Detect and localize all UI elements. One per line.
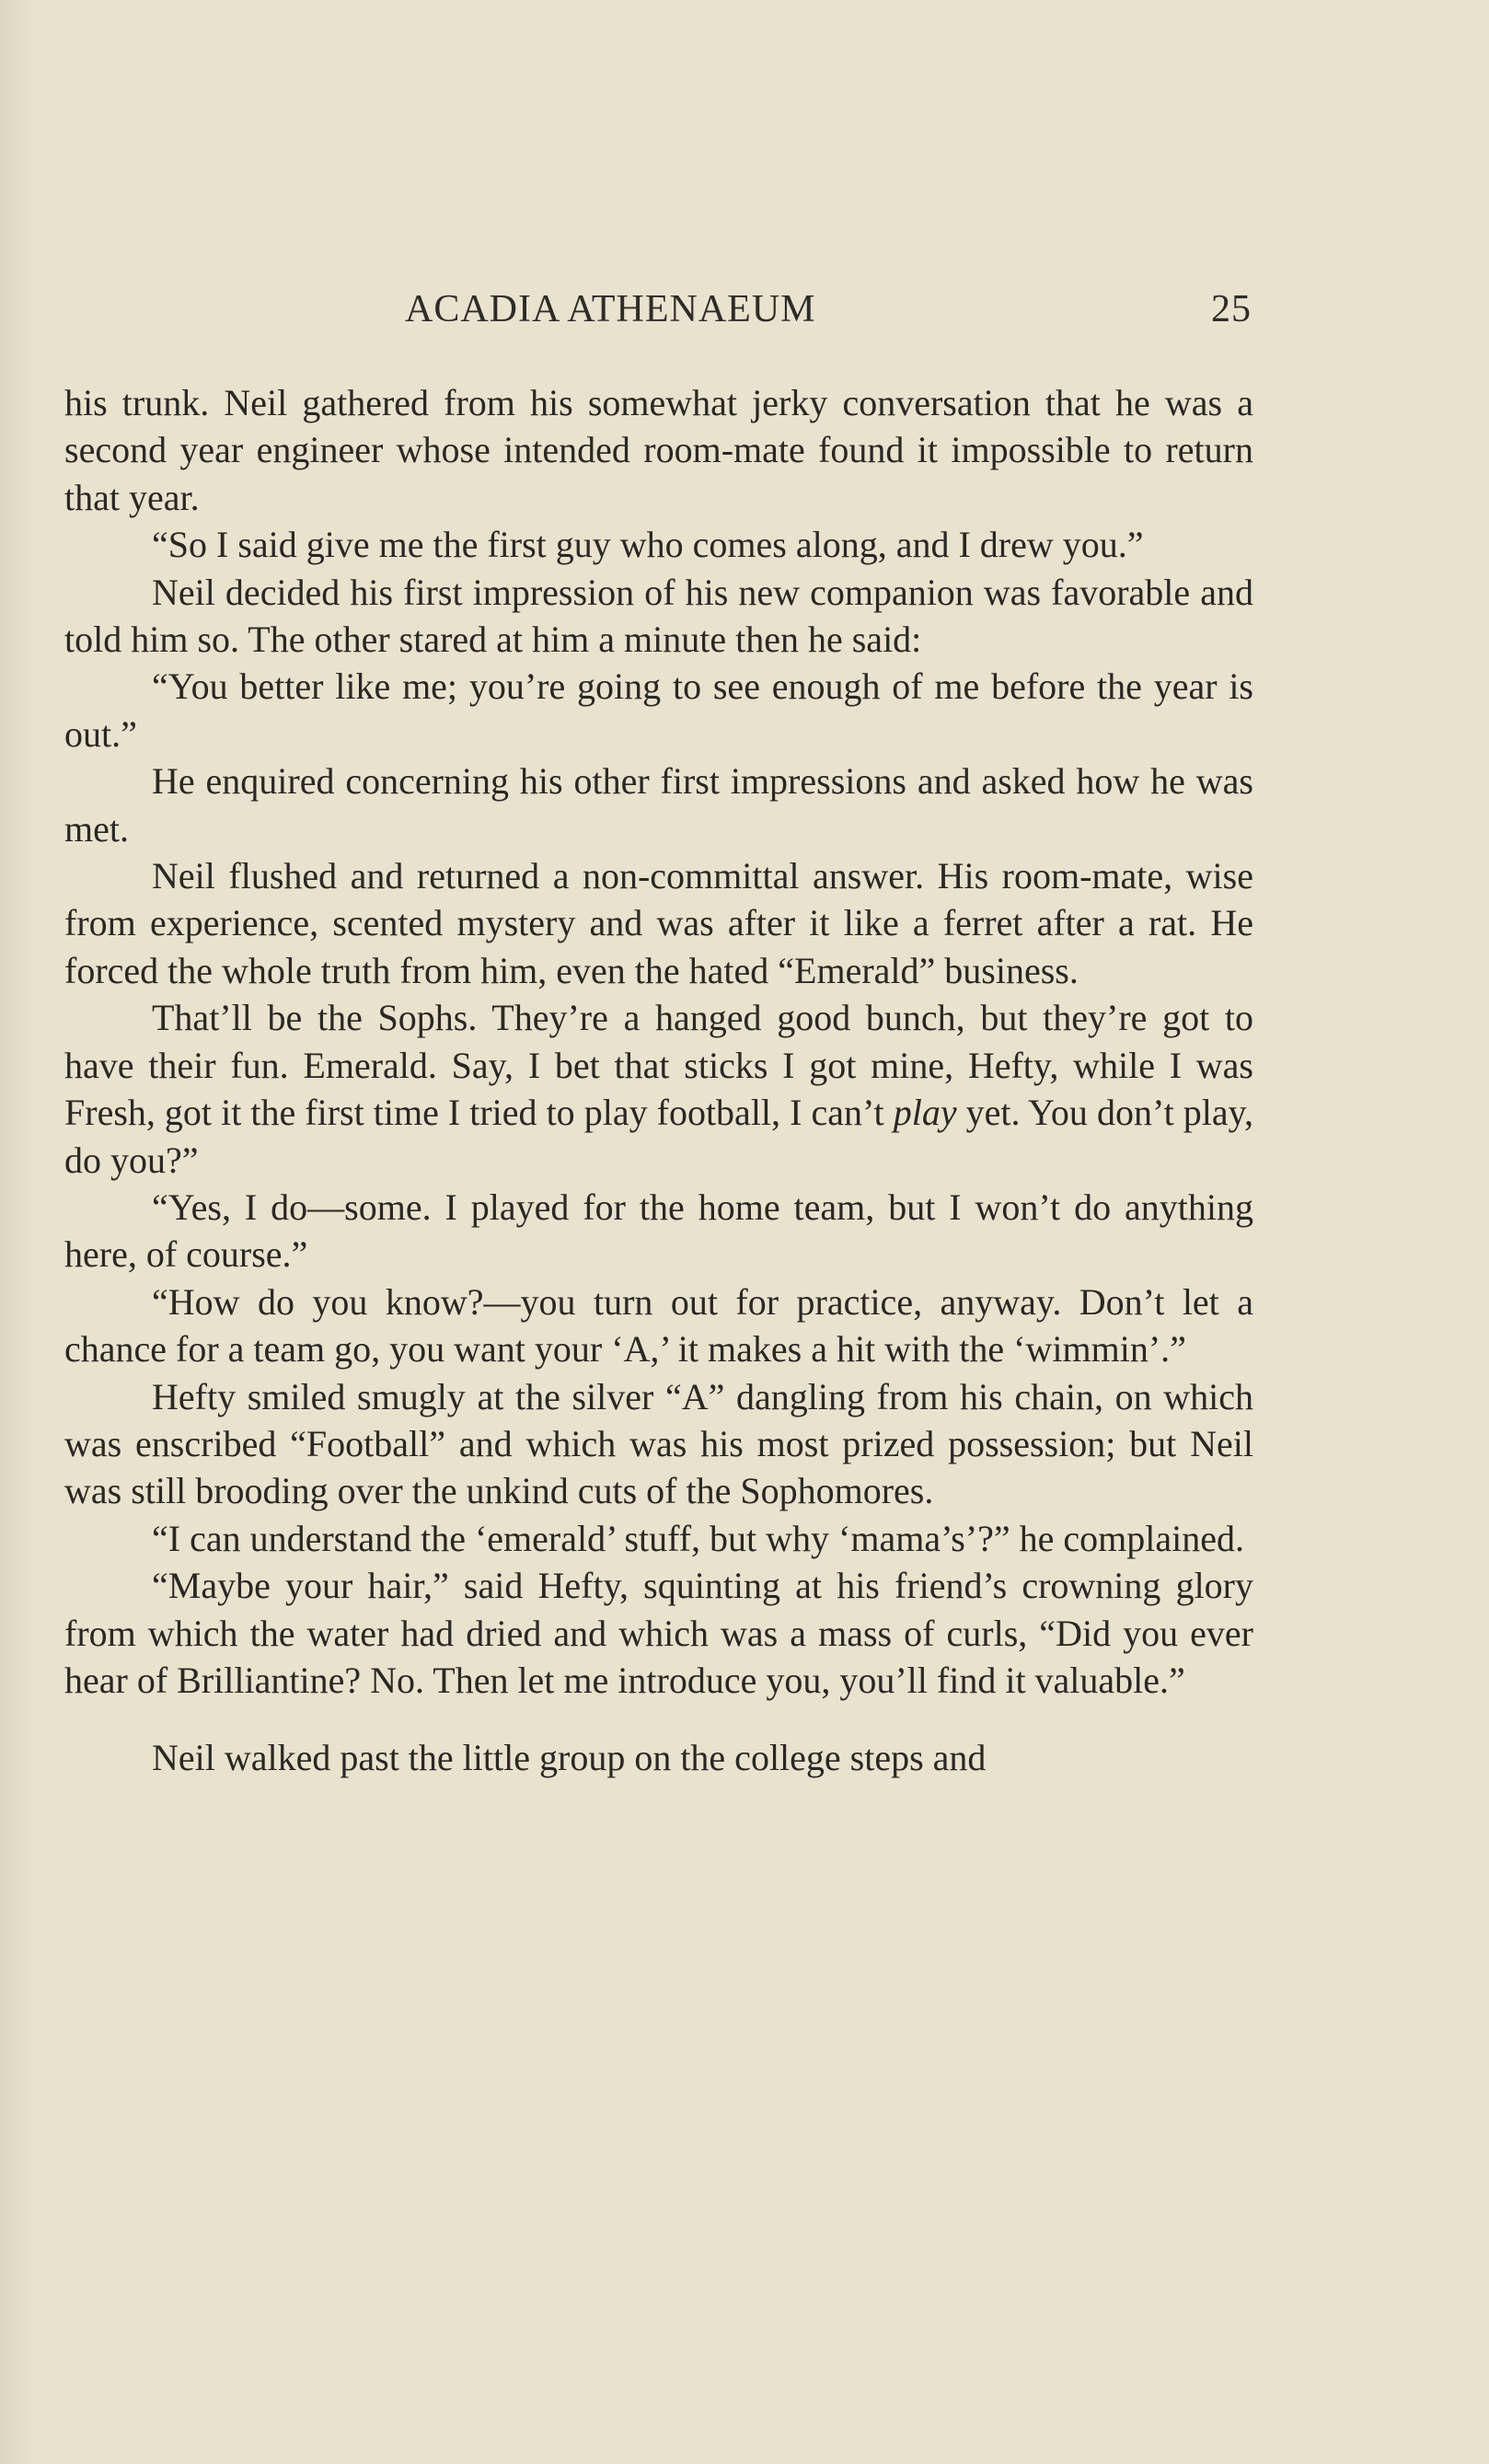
page-number: 25: [1211, 288, 1252, 330]
paragraph: Hefty smiled smugly at the silver “A” dangling from his chain, on which was enscribed “Football” and which was his most prized possession; but Neil was still brooding over the unkind cuts of the Sophomores.: [64, 1375, 1253, 1512]
emphasized-word: play: [893, 1092, 957, 1134]
running-title: ACADIA ATHENAEUM: [405, 288, 816, 330]
paragraph: “So I said give me the first guy who comes along, and I drew you.”: [152, 524, 1144, 566]
paragraph: “Yes, I do—some. I played for the home team, but I won’t do anything here, of course.”: [64, 1186, 1253, 1276]
paragraph: [64, 994, 1253, 1184]
paragraph: Neil flushed and returned a non-committal answer. His room-mate, wise from experience, scented mystery and was after it like a ferret after a rat. He forced the whole truth from him, even the hated “Emerald” business.: [64, 855, 1253, 991]
paragraph: “Maybe your hair,” said Hefty, squinting at his friend’s crowning glory from which the water had dried and which was a mass of curls, “Did you ever hear of Brilliantine? No. Then let me introduce you, you’ll find it valuable.”: [64, 1565, 1253, 1701]
paragraph: “How do you know?—you turn out for practice, anyway. Don’t let a chance for a team go, you want your ‘A,’ it makes a hit with the ‘wimmin’.”: [64, 1280, 1253, 1371]
paragraph-text: yet. You don’t play, do you?”: [64, 1092, 1253, 1181]
body-text: [64, 379, 1253, 1782]
running-header: [64, 287, 1252, 342]
paragraph: his trunk. Neil gathered from his somewhat jerky conversation that he was a second year engineer whose intended room-mate found it impossible to return that year.: [64, 382, 1253, 518]
paragraph: He enquired concerning his other first impressions and asked how he was met.: [64, 760, 1253, 850]
paragraph: “I can understand the ‘emerald’ stuff, but why ‘mama’s’?” he complained.: [152, 1517, 1244, 1559]
paragraph-text: That’ll be the Sophs. They’re a hanged good bunch, but they’re got to have their fun. Emerald. Say, I bet that sticks I got mine, Hefty, while I was Fresh, got it the first time I tried to play football, I can’t: [64, 997, 1253, 1134]
paragraph: “You better like me; you’re going to see enough of me before the year is out.”: [64, 665, 1253, 755]
paragraph: Neil decided his first impression of his new companion was favorable and told him so. The other stared at him a minute then he said:: [64, 571, 1253, 661]
paragraph: Neil walked past the little group on the college steps and: [152, 1737, 987, 1779]
